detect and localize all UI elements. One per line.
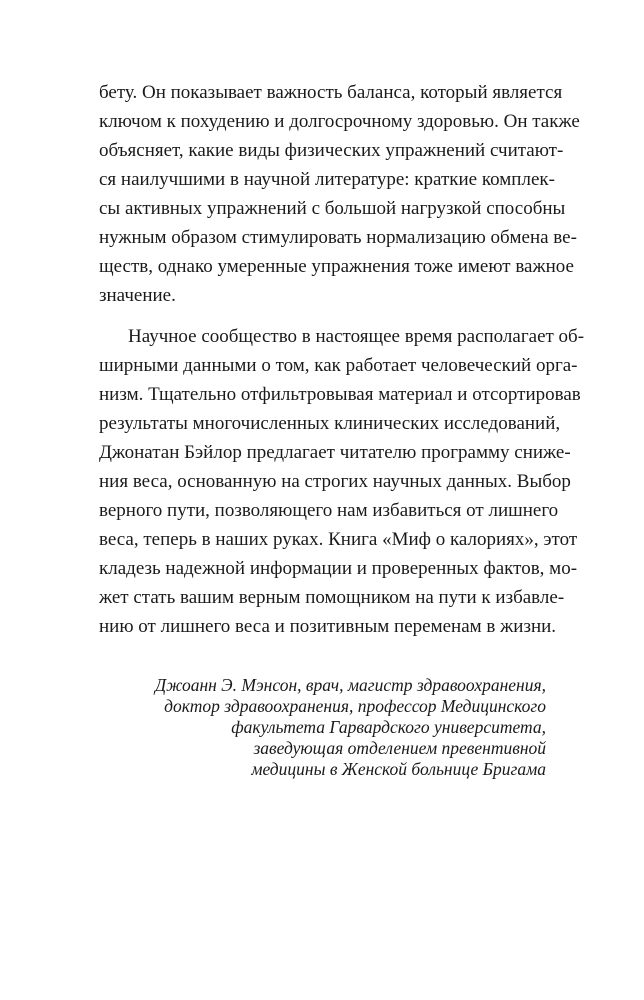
signature-line: медицины в Женской больнице Бригама [251,759,546,779]
signature-line: заведующая отделением превентивной [253,738,546,758]
signature-line: доктор здравоохранения, профессор Медицинского [164,696,546,716]
paragraph-line: значение. [99,285,176,306]
paragraph-line: ширными данными о том, как работает человеческий орга- [99,355,578,376]
paragraph-line: нию от лишнего веса и позитивным переменам в жизни. [99,616,557,637]
paragraph-line: верного пути, позволяющего нам избавиться от лишнего [99,500,559,521]
paragraph-line: низм. Тщательно отфильтровывая материал и отсортировав [99,384,581,405]
paragraph-1 [99,78,580,310]
signature-block [99,675,546,780]
paragraph-line: веса, теперь в наших руках. Книга «Миф о калориях», этот [99,529,578,550]
paragraph-line: кладезь надежной информации и проверенных фактов, мо- [99,558,578,579]
paragraph-line: ся наилучшими в научной литературе: краткие комплек- [99,169,555,190]
paragraph-line: жет стать вашим верным помощником на пути к избавле- [99,587,565,608]
paragraph-line: сы активных упражнений с большой нагрузкой способны [99,198,566,219]
paragraph-line: ключом к похудению и долгосрочному здоровью. Он также [99,111,580,132]
paragraph-line: бету. Он показывает важность баланса, который является [99,82,563,103]
paragraph-line: нужным образом стимулировать нормализацию обмена ве- [99,227,577,248]
paragraph-2 [99,322,585,641]
book-page [99,78,585,780]
paragraph-line: ществ, однако умеренные упражнения тоже имеют важное [99,256,574,277]
paragraph-line: Джонатан Бэйлор предлагает читателю программу сниже- [99,442,571,463]
paragraph-line: результаты многочисленных клинических исследований, [99,413,561,434]
signature-line: Джоанн Э. Мэнсон, врач, магистр здравоохранения, [154,675,546,695]
paragraph-line: объясняет, какие виды физических упражнений считают- [99,140,564,161]
signature-line: факультета Гарвардского университета, [231,717,546,737]
paragraph-line: ния веса, основанную на строгих научных данных. Выбор [99,471,571,492]
paragraph-line: Научное сообщество в настоящее время располагает об- [128,326,585,347]
